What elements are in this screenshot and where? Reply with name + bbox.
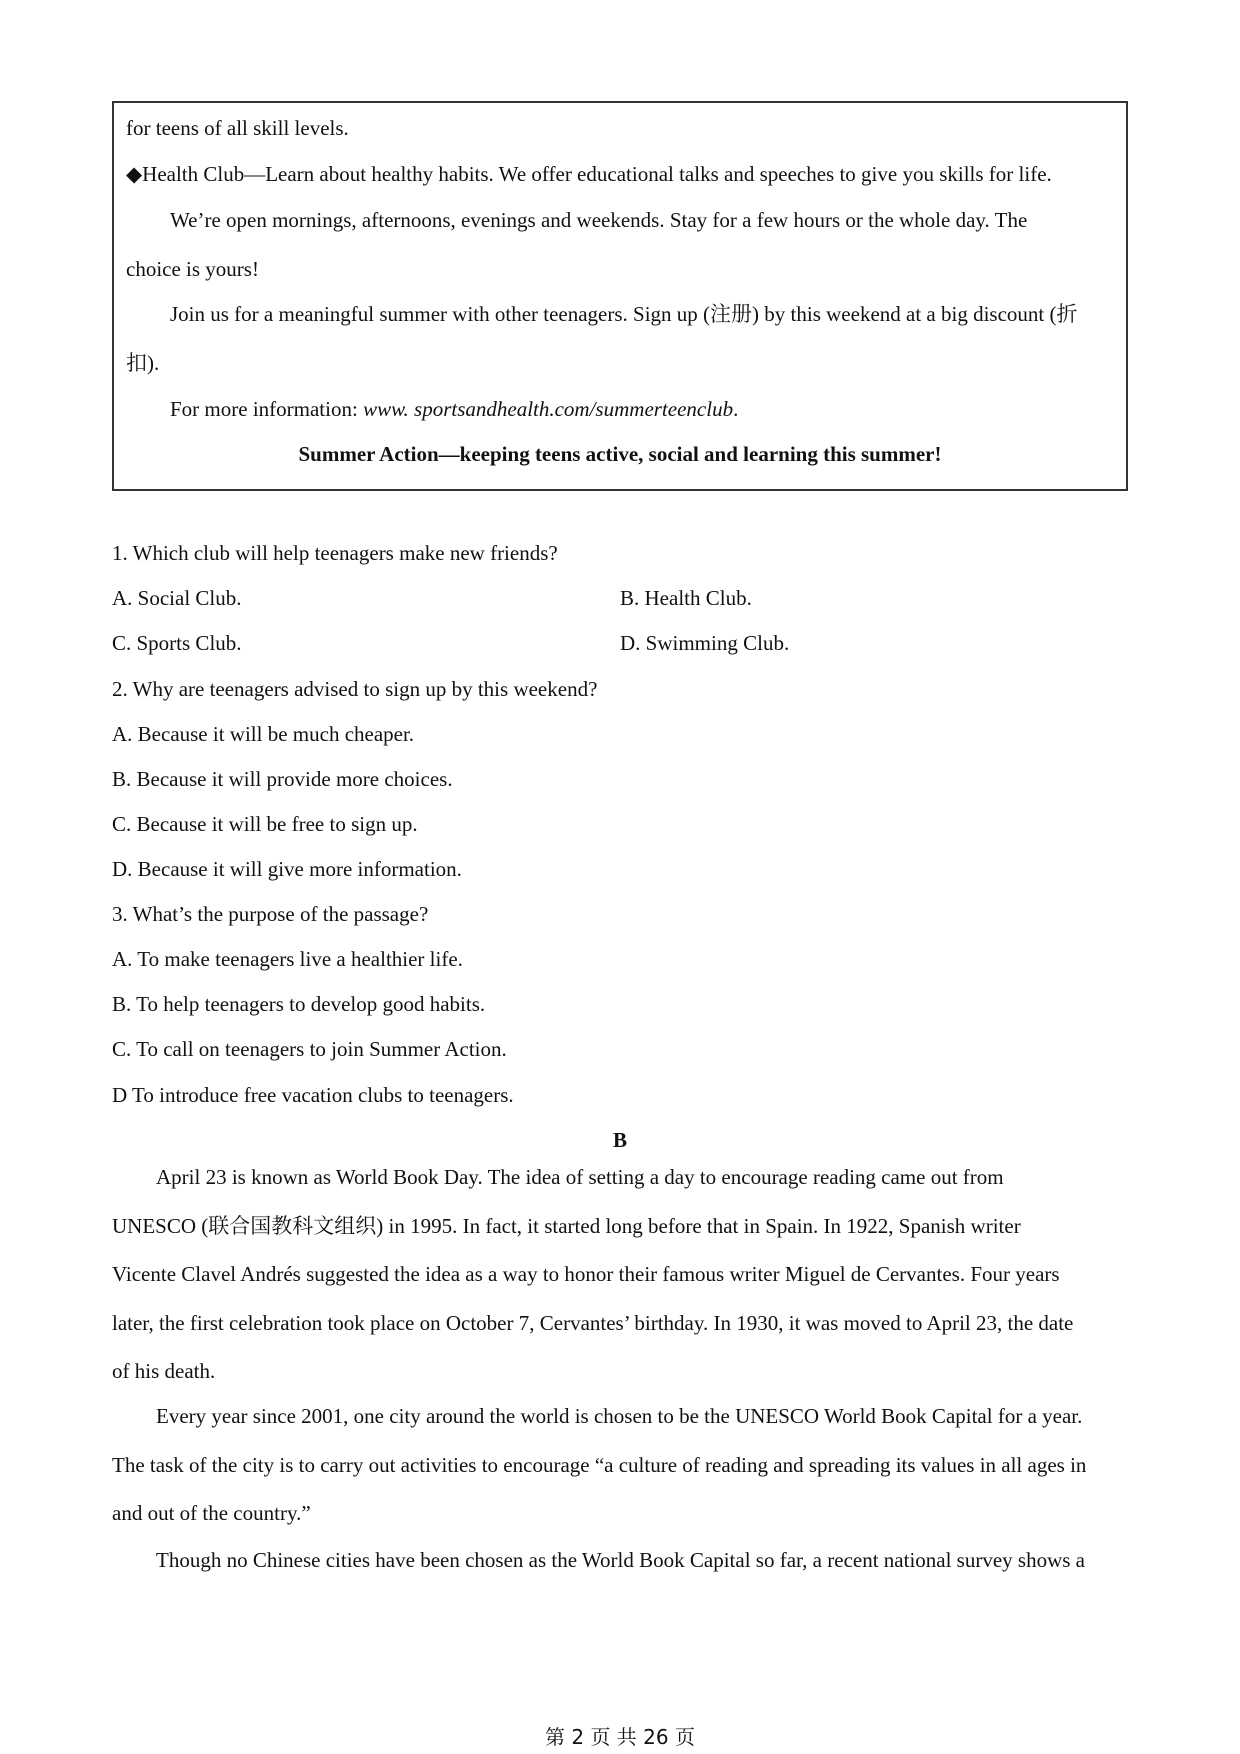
ad-open-line1: We’re open mornings, afternoons, evenings and weekends. Stay for a few hours or the whole day. The: [170, 208, 1028, 232]
question-1-option-a: A. Social Club.: [112, 586, 242, 610]
section-b-p3-line1: Though no Chinese cities have been chosen as the World Book Capital so far, a recent national survey shows a: [156, 1548, 1086, 1572]
question-2-option-b: B. Because it will provide more choices.: [112, 767, 453, 791]
section-b-p1-line1: April 23 is known as World Book Day. The idea of setting a day to encourage reading came out from: [156, 1165, 1004, 1189]
ad-join-line1: Join us for a meaningful summer with other teenagers. Sign up (注册) by this weekend at a big discount (折: [170, 302, 1078, 326]
ad-slogan: Summer Action—keeping teens active, social and learning this summer!: [298, 442, 942, 466]
ad-open-line2: choice is yours!: [126, 257, 259, 281]
question-3-option-a: A. To make teenagers live a healthier life.: [112, 947, 463, 971]
section-b-p1-line4: later, the first celebration took place on October 7, Cervantes’ birthday. In 1930, it was moved to April 23, the date: [112, 1311, 1074, 1335]
question-3-stem: 3. What’s the purpose of the passage?: [112, 902, 429, 926]
section-b-p2-line2: The task of the city is to carry out activities to encourage “a culture of reading and spreading its values in all ages in: [112, 1453, 1087, 1477]
question-2-stem: 2. Why are teenagers advised to sign up by this weekend?: [112, 677, 598, 701]
section-b-p2-line3: and out of the country.”: [112, 1501, 311, 1525]
section-b-p1-line5: of his death.: [112, 1359, 216, 1383]
ad-info-end: .: [733, 397, 739, 421]
section-b-p1-line3: Vicente Clavel Andrés suggested the idea as a way to honor their famous writer Miguel de Cervantes. Four years: [112, 1262, 1060, 1286]
question-3-option-d: D To introduce free vacation clubs to teenagers.: [112, 1083, 514, 1107]
page-footer: 第 2 页 共 26 页: [545, 1725, 695, 1749]
ad-join-line2: 扣).: [126, 351, 160, 375]
ad-info-line: [170, 399, 738, 420]
question-3-option-c: C. To call on teenagers to join Summer Action.: [112, 1037, 507, 1061]
question-2-option-d: D. Because it will give more information.: [112, 857, 462, 881]
section-b-p2-line1: Every year since 2001, one city around the world is chosen to be the UNESCO World Book Capital for a year.: [156, 1404, 1083, 1428]
ad-health-club: ◆Health Club—Learn about healthy habits. We offer educational talks and speeches to give you skills for life.: [126, 162, 1052, 186]
question-1-stem: 1. Which club will help teenagers make new friends?: [112, 541, 558, 565]
question-2-option-a: A. Because it will be much cheaper.: [112, 722, 415, 746]
question-2-option-c: C. Because it will be free to sign up.: [112, 812, 418, 836]
ad-box: [112, 101, 1128, 491]
ad-line-skill-levels: for teens of all skill levels.: [126, 116, 349, 140]
question-3-option-b: B. To help teenagers to develop good habits.: [112, 992, 486, 1016]
question-1-option-b: B. Health Club.: [620, 586, 752, 610]
ad-info-label: For more information:: [170, 397, 364, 421]
question-1-option-c: C. Sports Club.: [112, 631, 242, 655]
question-1-option-d: D. Swimming Club.: [620, 631, 790, 655]
section-b-p1-line2: UNESCO (联合国教科文组织) in 1995. In fact, it started long before that in Spain. In 1922, Spanish writer: [112, 1214, 1021, 1238]
section-b-heading: B: [612, 1128, 627, 1152]
ad-info-url: www. sportsandhealth.com/summerteenclub: [363, 397, 734, 421]
